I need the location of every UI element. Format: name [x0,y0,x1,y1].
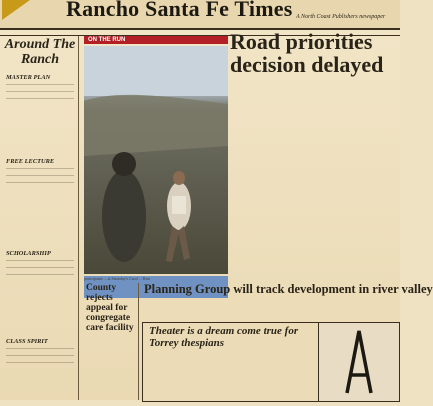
theater-mask-illustration [319,323,399,401]
corner-logo [2,0,30,20]
theater-photo [318,322,400,402]
county-rejects-story [84,283,139,400]
around-the-ranch-column [2,36,79,400]
section-master-plan: MASTER PLAN [6,74,51,81]
masthead [0,0,400,30]
race-photo [84,46,228,274]
road-priorities-headline: Road priorities decision delayed [230,29,384,77]
theater-story [142,322,320,402]
newspaper-tagline: A North Coast Publishers newspaper [296,14,386,20]
on-the-run-label: ON THE RUN [88,37,126,43]
theater-headline: Theater is a dream come true for Torrey thespians [149,325,299,349]
newspaper-title: Rancho Santa Fe Times [66,0,293,21]
road-priorities-story [232,78,398,280]
section-free-lecture: FREE LECTURE [6,158,55,165]
section-class-spirit: CLASS SPIRIT [6,338,48,345]
race-photo-illustration [84,46,228,274]
around-the-ranch-heading: Around The Ranch [4,37,76,67]
caption-box: participants ... at Saturday's Carol ... Run [84,276,228,298]
county-rejects-headline: County rejects appeal for congregate care facility [86,283,134,333]
section-scholarship: SCHOLARSHIP [6,250,51,257]
on-the-run-banner [84,36,228,44]
planning-group-headline: Planning Group will track development in river valley [144,282,433,296]
on-the-run-feature [84,36,228,280]
